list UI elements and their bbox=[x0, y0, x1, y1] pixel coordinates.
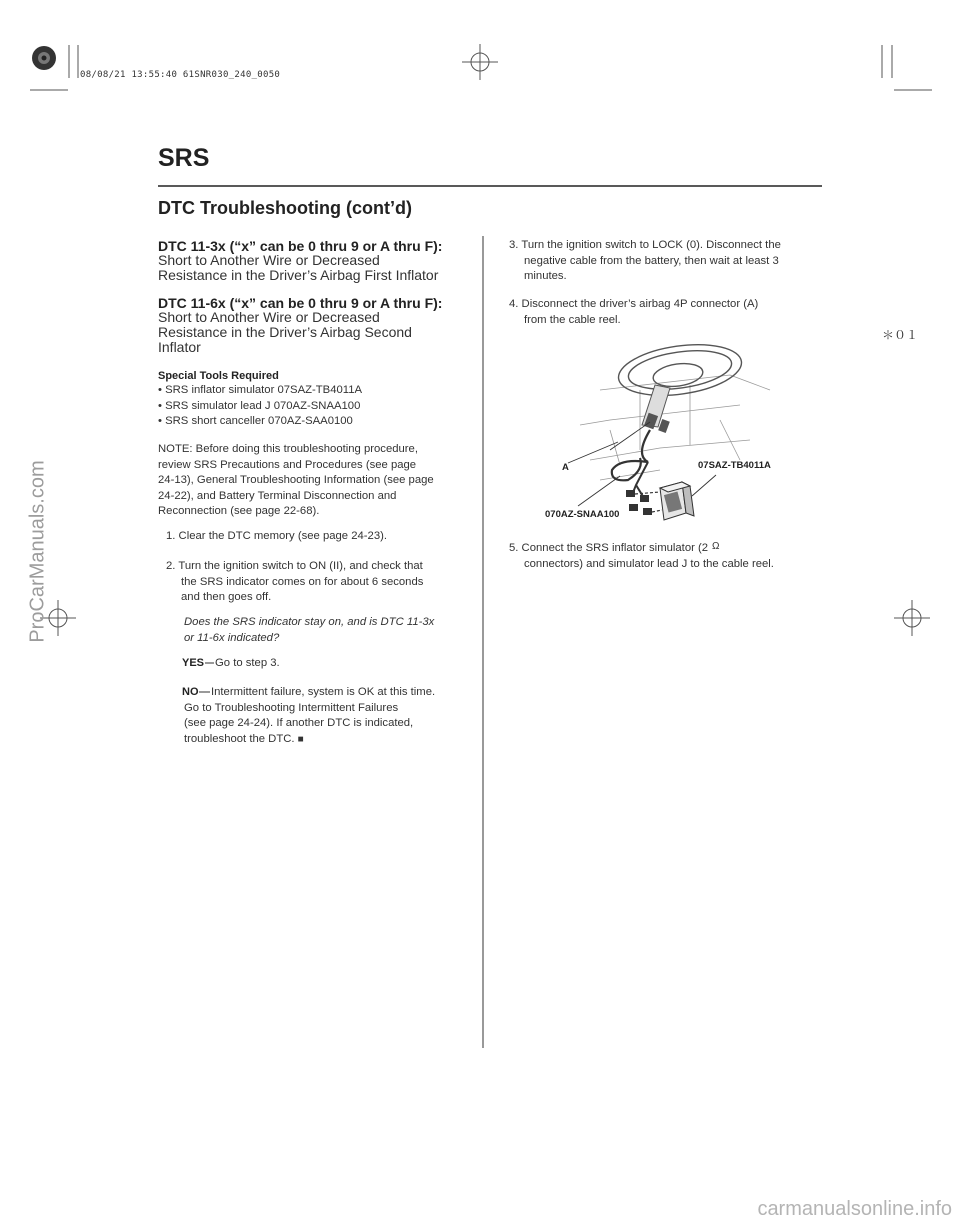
no-line: Go to Troubleshooting Intermittent Failures bbox=[184, 701, 399, 714]
dtc1-title: DTC 11-3x (“x” can be 0 thru 9 or A thru F): bbox=[158, 238, 443, 254]
print-timestamp: 08/08/21 13:55:40 61SNR030_240_0050 bbox=[80, 70, 281, 80]
ohm-symbol: Ω bbox=[712, 541, 720, 552]
step-2-line: 2. Turn the ignition switch to ON (II), and check that bbox=[166, 560, 423, 572]
note-line: 24-13), General Troubleshooting Information (see page bbox=[158, 474, 434, 486]
step-4 bbox=[509, 297, 758, 328]
label-simulator-lead: 070AZ-SNAA100 bbox=[545, 509, 620, 520]
step-3-line: negative cable from the battery, then wait at least 3 bbox=[524, 254, 779, 267]
page-subtitle: DTC Troubleshooting (cont’d) bbox=[158, 198, 412, 218]
corner-mark: ＊０１ bbox=[882, 328, 919, 342]
side-watermark: ProCarManuals.com bbox=[26, 460, 49, 643]
step-5-line-start: 5. Connect the SRS inflator simulator (2 bbox=[509, 542, 709, 554]
dtc2-title: DTC 11-6x (“x” can be 0 thru 9 or A thru F): bbox=[158, 295, 443, 311]
tools-list bbox=[158, 383, 362, 430]
dtc1-subtitle-line2: Resistance in the Driver’s Airbag First Inflator bbox=[158, 267, 439, 283]
note-block bbox=[158, 442, 434, 520]
tool-item: • SRS short canceller 070AZ-SAA0100 bbox=[158, 415, 353, 427]
step-3-line: 3. Turn the ignition switch to LOCK (0). Disconnect the bbox=[509, 239, 781, 251]
step-2 bbox=[166, 559, 423, 606]
dtc1-subtitle-line1: Short to Another Wire or Decreased bbox=[158, 252, 380, 268]
question-line: or 11-6x indicated? bbox=[184, 631, 280, 644]
step-5-line bbox=[509, 541, 774, 557]
connector-illustration bbox=[540, 330, 780, 530]
step-3-line: minutes. bbox=[524, 270, 567, 282]
yes-label: YES bbox=[182, 657, 205, 669]
step-2-line: and then goes off. bbox=[181, 591, 272, 603]
yes-text: Go to step 3. bbox=[215, 657, 280, 669]
note-line: Reconnection (see page 22-68). bbox=[158, 505, 320, 517]
dtc2-subtitle-line1: Short to Another Wire or Decreased bbox=[158, 309, 380, 325]
dtc2-subtitle-line3: Inflator bbox=[158, 339, 201, 355]
no-line bbox=[184, 732, 435, 748]
step-5-line: connectors) and simulator lead J to the cable reel. bbox=[524, 557, 774, 570]
no-line-end: troubleshoot the DTC. bbox=[184, 732, 295, 745]
note-line: review SRS Precautions and Procedures (see page bbox=[158, 458, 417, 471]
question bbox=[184, 615, 434, 646]
no-text bbox=[184, 685, 435, 747]
step-5 bbox=[509, 541, 774, 572]
no-line: (see page 24-24). If another DTC is indicated, bbox=[184, 717, 414, 729]
bottom-watermark: carmanualsonline.info bbox=[757, 1198, 952, 1220]
label-connector-a: A bbox=[562, 462, 569, 473]
section-title: SRS bbox=[158, 144, 210, 172]
step-1: 1. Clear the DTC memory (see page 24-23). bbox=[166, 530, 388, 542]
label-inflator-simulator: 07SAZ-TB4011A bbox=[698, 460, 771, 471]
question-line: Does the SRS indicator stay on, and is DTC 11-3x bbox=[184, 616, 435, 628]
dtc2-subtitle-line2: Resistance in the Driver’s Airbag Second bbox=[158, 324, 412, 340]
end-mark: ■ bbox=[297, 733, 304, 745]
no-line: Intermittent failure, system is OK at this time. bbox=[211, 686, 436, 698]
note-line: NOTE: Before doing this troubleshooting procedure, bbox=[158, 443, 418, 455]
tools-heading: Special Tools Required bbox=[158, 370, 279, 382]
step-4-line: from the cable reel. bbox=[524, 313, 621, 326]
no-label: NO bbox=[182, 686, 199, 698]
step-3 bbox=[509, 238, 781, 285]
tool-item: • SRS inflator simulator 07SAZ-TB4011A bbox=[158, 384, 363, 396]
tool-item: • SRS simulator lead J 070AZ-SNAA100 bbox=[158, 399, 361, 412]
note-line: 24-22), and Battery Terminal Disconnection and bbox=[158, 489, 397, 502]
step-2-line: the SRS indicator comes on for about 6 seconds bbox=[181, 575, 424, 588]
step-4-line: 4. Disconnect the driver’s airbag 4P connector (A) bbox=[509, 298, 759, 310]
